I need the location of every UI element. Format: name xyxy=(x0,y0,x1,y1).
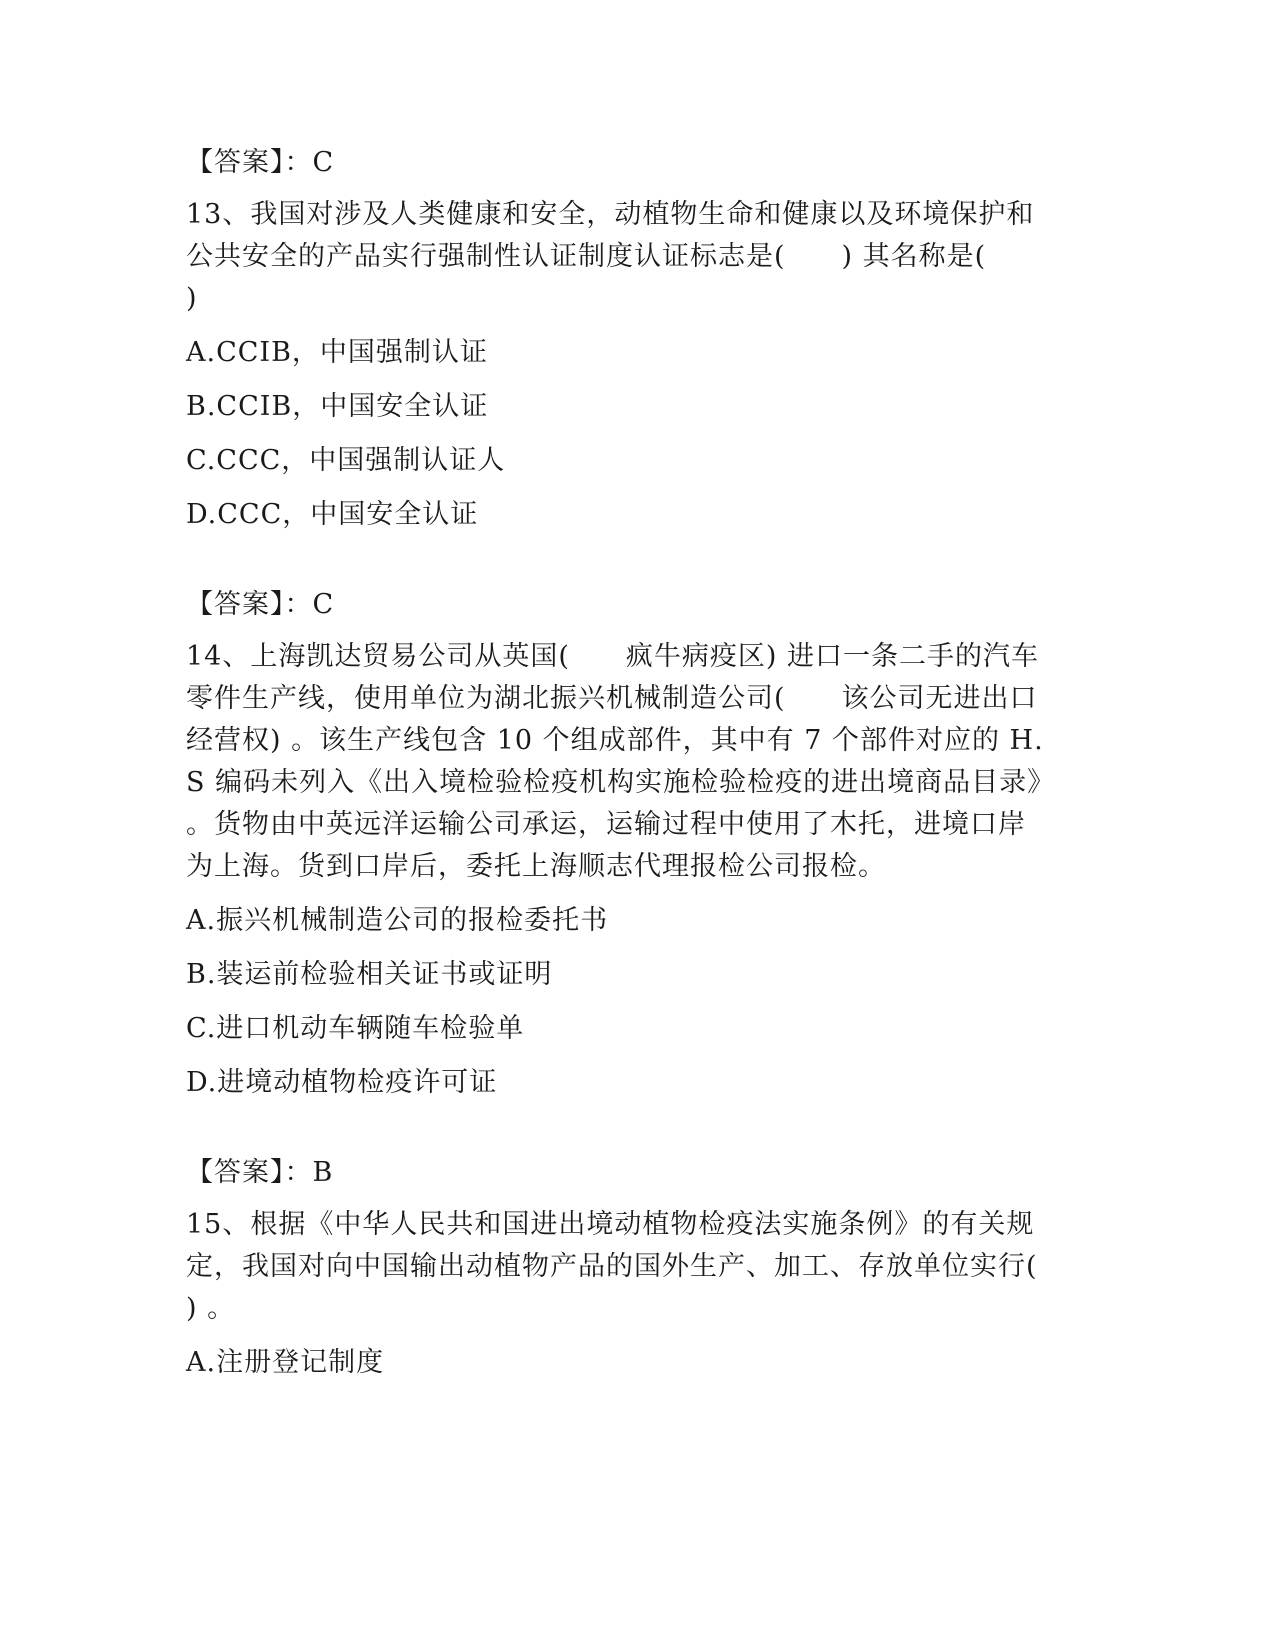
question-13-line-1: 13、我国对涉及人类健康和安全，动植物生命和健康以及环境保护和 xyxy=(186,199,1035,230)
question-13-line-3: ) xyxy=(186,283,198,314)
question-14-option-a: A.振兴机械制造公司的报检委托书 xyxy=(186,905,609,936)
question-13-option-a: A.CCIB，中国强制认证 xyxy=(186,337,488,368)
question-15-option-a: A.注册登记制度 xyxy=(186,1347,385,1378)
question-14-option-d: D.进境动植物检疫许可证 xyxy=(186,1067,498,1098)
question-15-line-3: ) 。 xyxy=(186,1293,236,1324)
question-14-option-c: C.进口机动车辆随车检验单 xyxy=(186,1013,525,1044)
question-15-line-2: 定，我国对向中国输出动植物产品的国外生产、加工、存放单位实行( xyxy=(186,1251,1038,1282)
question-13-option-d: D.CCC，中国安全认证 xyxy=(186,499,479,530)
question-14-line-3: 经营权) 。该生产线包含 10 个组成部件，其中有 7 个部件对应的 H. xyxy=(186,725,1044,756)
question-13-line-2: 公共安全的产品实行强制性认证制度认证标志是( ) 其名称是( xyxy=(186,241,987,272)
question-14-answer: 【答案】：B xyxy=(186,1157,334,1188)
question-13-option-b: B.CCIB，中国安全认证 xyxy=(186,391,489,422)
question-14-line-2: 零件生产线，使用单位为湖北振兴机械制造公司( 该公司无进出口 xyxy=(186,683,1038,714)
question-14-line-6: 为上海。货到口岸后，委托上海顺志代理报检公司报检。 xyxy=(186,851,886,882)
question-14-line-1: 14、上海凯达贸易公司从英国( 疯牛病疫区) 进口一条二手的汽车 xyxy=(186,641,1040,672)
question-14-option-b: B.装运前检验相关证书或证明 xyxy=(186,959,553,990)
question-13-answer: 【答案】：C xyxy=(186,589,335,620)
question-14-line-5: 。货物由中英远洋运输公司承运，运输过程中使用了木托，进境口岸 xyxy=(186,809,1026,840)
question-13-option-c: C.CCC，中国强制认证人 xyxy=(186,445,506,476)
question-15-line-1: 15、根据《中华人民共和国进出境动植物检疫法实施条例》的有关规 xyxy=(186,1209,1035,1240)
question-14-line-4: S 编码未列入《出入境检验检疫机构实施检验检疫的进出境商品目录》 xyxy=(186,767,1056,798)
answer-line: 【答案】：C xyxy=(186,147,335,178)
